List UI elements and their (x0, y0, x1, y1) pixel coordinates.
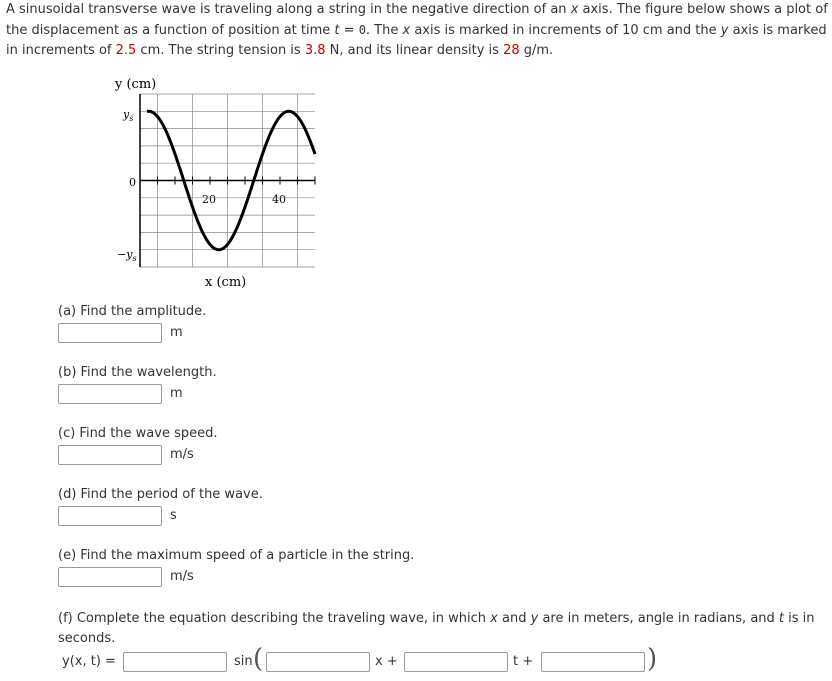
problem-text: N, and its linear density is (325, 43, 504, 58)
max-particle-speed-input[interactable] (58, 567, 162, 587)
wave-speed-input[interactable] (58, 445, 162, 465)
problem-text: A sinusoidal transverse wave is traveling along a string in the negative direction of an (6, 2, 571, 17)
equation-amplitude-input[interactable] (123, 652, 227, 672)
equation-lhs: y(x, t) = (62, 654, 116, 669)
x-variable: x (402, 23, 411, 38)
problem-text: and the (662, 23, 721, 38)
question-d-label: (d) Find the period of the wave. (58, 487, 263, 502)
problem-text: axis is marked in increments of (6, 23, 827, 58)
question-c-label: (c) Find the wave speed. (58, 426, 218, 441)
y-tick-zero: 0 (129, 176, 136, 189)
amplitude-input[interactable] (58, 323, 162, 343)
t-variable: t (334, 23, 340, 38)
question-a-label: (a) Find the amplitude. (58, 304, 207, 319)
close-paren: ) (647, 644, 658, 674)
x-axis-label: x (cm) (205, 275, 247, 290)
density-value: 28 (503, 43, 520, 58)
y-axis-label: y (cm) (115, 77, 157, 92)
problem-text: = (339, 23, 359, 38)
open-paren: ( (253, 644, 264, 674)
wavelength-input[interactable] (58, 384, 162, 404)
equation-phase-input[interactable] (541, 652, 645, 672)
y-increment-value: 2.5 (115, 43, 137, 58)
problem-text: axis. The figure below shows a plot of the displacement as a function of position at time (6, 2, 828, 38)
plot-grid (140, 94, 315, 267)
wavelength-unit: m (170, 386, 183, 401)
wave-speed-unit: m/s (170, 447, 194, 462)
max-particle-speed-unit: m/s (170, 569, 194, 584)
t-plus-label: t + (513, 654, 534, 669)
wave-figure (95, 70, 335, 300)
t-value: 0 (358, 23, 366, 37)
question-e-label: (e) Find the maximum speed of a particle in the string. (58, 548, 415, 563)
y-tick-top: $y_s$ (123, 108, 134, 123)
x-plus-label: x + (375, 654, 398, 669)
x-increment: 10 cm (622, 23, 663, 38)
problem-text: g/m. (519, 43, 554, 58)
period-input[interactable] (58, 506, 162, 526)
tension-value: 3.8 (304, 43, 326, 58)
problem-text: axis is marked in increments of (410, 23, 623, 38)
y-tick-bottom: $-y_s$ (117, 248, 137, 263)
amplitude-unit: m (170, 325, 183, 340)
x-variable: x (570, 2, 579, 17)
equation-k-input[interactable] (266, 652, 370, 672)
question-f-label: (f) Complete the equation describing the traveling wave, in which x and y are in meters, angle in radians, and t is in seconds. (58, 611, 815, 646)
x-tick-40: 40 (272, 193, 286, 206)
equation-omega-input[interactable] (404, 652, 508, 672)
sin-label: sin (234, 654, 253, 669)
y-variable: y (720, 23, 729, 38)
question-b-label: (b) Find the wavelength. (58, 365, 217, 380)
problem-text: cm. The string tension is (136, 43, 305, 58)
problem-text: . The (365, 23, 403, 38)
x-tick-20: 20 (202, 193, 216, 206)
problem-statement (6, 0, 828, 61)
period-unit: s (170, 508, 177, 523)
